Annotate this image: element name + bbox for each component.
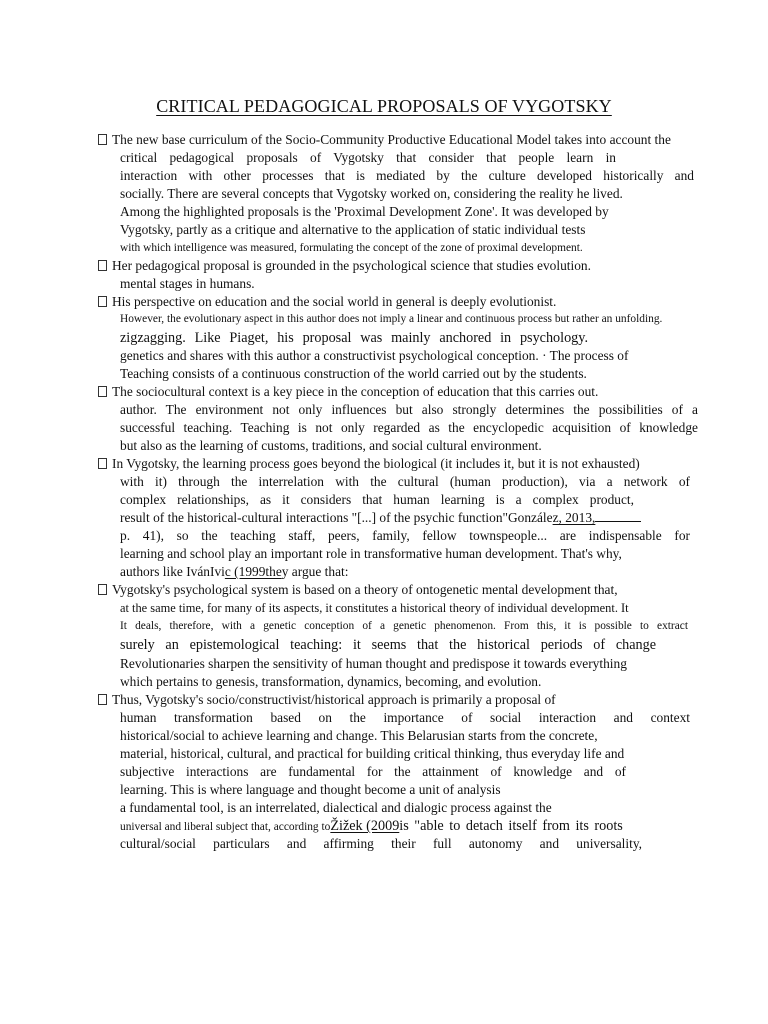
paragraph-6-line-5: Revolutionaries sharpen the sensitivity of human thought and predispose it towards everything xyxy=(120,656,627,671)
paragraph-1-line-2: critical pedagogical proposals of Vygotsky that consider that people learn in xyxy=(120,150,616,165)
paragraph-3-line-2: However, the evolutionary aspect in this author does not imply a linear and continuous process but rather an unfolding. xyxy=(120,313,663,325)
paragraph-7-line-1 xyxy=(98,691,556,709)
paragraph-7-line-4: material, historical, cultural, and practical for building critical thinking, thus everyday life and xyxy=(120,746,625,761)
paragraph-4-line-1 xyxy=(98,383,598,401)
square-bullet-icon xyxy=(98,296,107,307)
paragraph-text: Thus, Vygotsky's socio/constructivist/historical approach is primarily a proposal of xyxy=(112,692,556,707)
paragraph-2-line-1 xyxy=(98,257,591,275)
paragraph-6-line-4: surely an epistemological teaching: it seems that the historical periods of change xyxy=(120,637,656,653)
paragraph-7-line-8 xyxy=(120,817,623,835)
paragraph-1-line-5: Among the highlighted proposals is the 'Proximal Development Zone'. It was developed by xyxy=(120,204,609,219)
paragraph-text: The sociocultural context is a key piece in the conception of education that this carries out. xyxy=(112,384,599,399)
paragraph-text: authors like IvánIvi xyxy=(120,564,225,579)
paragraph-3-line-1 xyxy=(98,293,556,311)
paragraph-6-line-6: which pertains to genesis, transformation, dynamics, becoming, and evolution. xyxy=(120,674,542,689)
paragraph-3-line-4: genetics and shares with this author a constructivist psychological conception. · The process of xyxy=(120,348,629,363)
paragraph-text: universal and liberal subject that, according to xyxy=(120,821,331,833)
citation-link[interactable]: z, 2013, xyxy=(552,510,596,525)
paragraph-7-line-5: subjective interactions are fundamental for the attainment of knowledge and of xyxy=(120,764,626,779)
paragraph-text: is "able to detach itself from its roots xyxy=(399,818,623,834)
citation-link[interactable]: Žižek (2009 xyxy=(330,818,400,834)
paragraph-text: y argue that: xyxy=(281,564,349,579)
paragraph-1-line-1 xyxy=(98,131,671,149)
paragraph-1-line-7: with which intelligence was measured, formulating the concept of the zone of proximal development. xyxy=(120,242,583,254)
paragraph-1-line-3: interaction with other processes that is mediated by the culture developed historically and xyxy=(120,168,694,183)
square-bullet-icon xyxy=(98,260,107,271)
square-bullet-icon xyxy=(98,386,107,397)
square-bullet-icon xyxy=(98,584,107,595)
paragraph-5-line-5: p. 41), so the teaching staff, peers, family, fellow townspeople... are indispensable for xyxy=(120,528,690,543)
square-bullet-icon xyxy=(98,694,107,705)
square-bullet-icon xyxy=(98,134,107,145)
paragraph-5-line-6: learning and school play an important role in transformative human development. That's why, xyxy=(120,546,622,561)
paragraph-5-line-4 xyxy=(120,509,641,527)
paragraph-4-line-3: successful teaching. Teaching is not only regarded as the encyclopedic acquisition of knowledge xyxy=(120,420,698,435)
paragraph-7-line-6: learning. This is where language and thought become a unit of analysis xyxy=(120,782,501,797)
paragraph-1-line-4: socially. There are several concepts that Vygotsky worked on, considering the reality he lived. xyxy=(120,186,623,201)
square-bullet-icon xyxy=(98,458,107,469)
paragraph-text: The new base curriculum of the Socio-Community Productive Educational Model takes into account the xyxy=(112,132,671,147)
paragraph-text: Vygotsky's psychological system is based on a theory of ontogenetic mental development that, xyxy=(112,582,618,597)
paragraph-text: His perspective on education and the social world in general is deeply evolutionist. xyxy=(112,294,557,309)
paragraph-5-line-2: with it) through the interrelation with the cultural (human production), via a network of xyxy=(120,474,690,489)
citation-underline xyxy=(595,510,641,522)
paragraph-5-line-7 xyxy=(120,563,348,581)
paragraph-6-line-1 xyxy=(98,581,618,599)
citation-link[interactable]: c (1999the xyxy=(224,564,282,579)
paragraph-1-line-6: Vygotsky, partly as a critique and alternative to the application of static individual tests xyxy=(120,222,586,237)
paragraph-7-line-3: historical/social to achieve learning and change. This Belarusian starts from the concrete, xyxy=(120,728,598,743)
paragraph-7-line-9: cultural/social particulars and affirming their full autonomy and universality, xyxy=(120,836,642,851)
paragraph-2-line-2: mental stages in humans. xyxy=(120,276,255,291)
paragraph-3-line-5: Teaching consists of a continuous construction of the world carried out by the students. xyxy=(120,366,587,381)
paragraph-6-line-2: at the same time, for many of its aspects, it constitutes a historical theory of individual development. It xyxy=(120,601,629,615)
paragraph-text: Her pedagogical proposal is grounded in the psychological science that studies evolution. xyxy=(112,258,591,273)
paragraph-7-line-2: human transformation based on the importance of social interaction and context xyxy=(120,710,690,725)
paragraph-4-line-4: but also as the learning of customs, traditions, and social cultural environment. xyxy=(120,438,542,453)
paragraph-5-line-3: complex relationships, as it considers that human learning is a complex product, xyxy=(120,492,634,507)
paragraph-text: In Vygotsky, the learning process goes beyond the biological (it includes it, but it is not exhausted) xyxy=(112,456,640,471)
paragraph-text: result of the historical-cultural interactions "[...] of the psychic function"Gonzále xyxy=(120,510,553,525)
page-title: CRITICAL PEDAGOGICAL PROPOSALS OF VYGOTSKY xyxy=(156,96,612,116)
paragraph-7-line-7: a fundamental tool, is an interrelated, dialectical and dialogic process against the xyxy=(120,800,552,815)
paragraph-3-line-3: zigzagging. Like Piaget, his proposal was mainly anchored in psychology. xyxy=(120,330,588,346)
paragraph-6-line-3: It deals, therefore, with a genetic conception of a genetic phenomenon. From this, it is possible to extract xyxy=(120,620,688,632)
paragraph-5-line-1 xyxy=(98,455,640,473)
paragraph-4-line-2: author. The environment not only influences but also strongly determines the possibilities of a xyxy=(120,402,698,417)
